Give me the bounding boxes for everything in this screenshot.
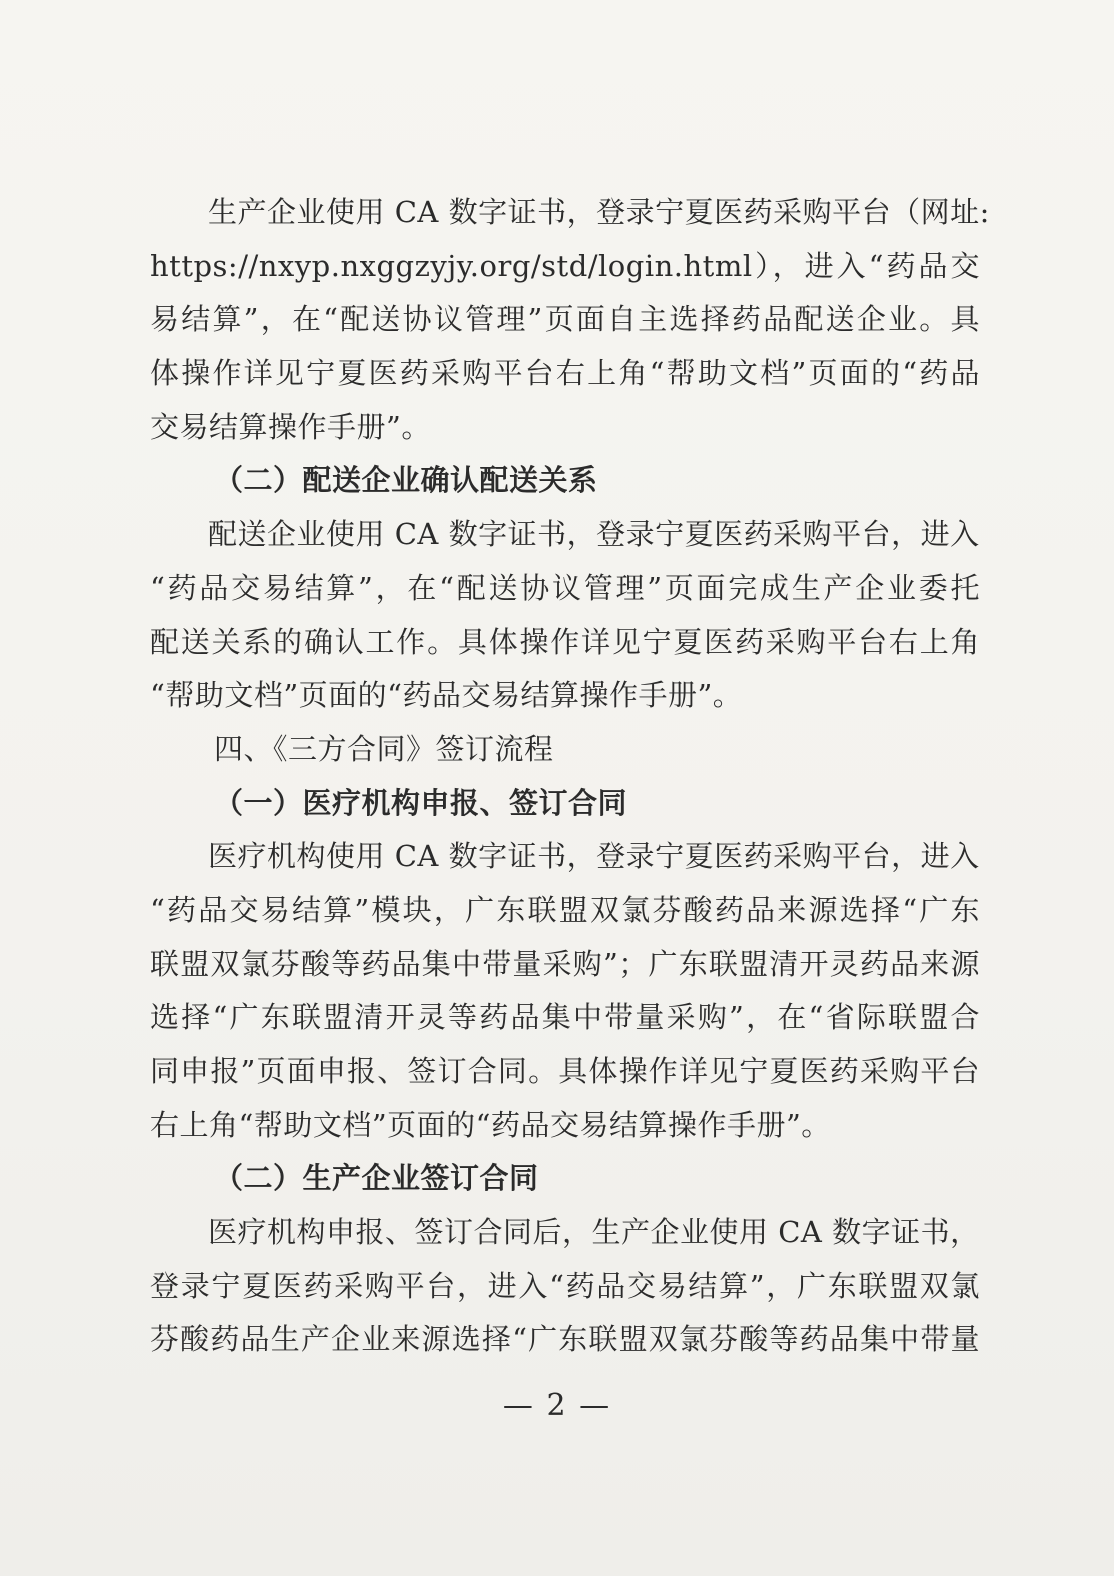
- paragraph-line: “药品交易结算”模块，广东联盟双氯芬酸药品来源选择“广东: [150, 892, 980, 927]
- paragraph-line: 选择“广东联盟清开灵等药品集中带量采购”，在“省际联盟合: [150, 1000, 980, 1035]
- paragraph-line: 生产企业使用 CA 数字证书，登录宁夏医药采购平台（网址:: [208, 195, 990, 229]
- paragraph-line: 右上角“帮助文档”页面的“药品交易结算操作手册”。: [150, 1107, 831, 1142]
- section-heading: （二）配送企业确认配送关系: [214, 463, 598, 498]
- paragraph-line: 易结算”，在“配送协议管理”页面自主选择药品配送企业。具: [150, 302, 980, 337]
- paragraph-line: 医疗机构申报、签订合同后，生产企业使用 CA 数字证书，: [208, 1215, 980, 1250]
- paragraph-line: 芬酸药品生产企业来源选择“广东联盟双氯芬酸等药品集中带量: [150, 1322, 980, 1357]
- paragraph-line: “药品交易结算”，在“配送协议管理”页面完成生产企业委托: [150, 570, 980, 605]
- paragraph-line: 体操作详见宁夏医药采购平台右上角“帮助文档”页面的“药品: [150, 356, 980, 391]
- paragraph-line: 联盟双氯芬酸等药品集中带量采购”；广东联盟清开灵药品来源: [150, 946, 980, 981]
- paragraph-line: https://nxyp.nxggzyjy.org/std/login.html），进入“药品交: [150, 248, 980, 283]
- chapter-heading: 四、《三方合同》签订流程: [214, 731, 554, 766]
- paragraph-line: 交易结算操作手册”。: [150, 409, 431, 444]
- section-heading: （二）生产企业签订合同: [214, 1161, 539, 1196]
- paragraph-line: “帮助文档”页面的“药品交易结算操作手册”。: [150, 678, 743, 713]
- paragraph-line: 登录宁夏医药采购平台，进入“药品交易结算”，广东联盟双氯: [150, 1268, 980, 1303]
- body-text: [150, 186, 990, 1367]
- paragraph-line: 配送关系的确认工作。具体操作详见宁夏医药采购平台右上角: [150, 624, 980, 659]
- paragraph-line: 同申报”页面申报、签订合同。具体操作详见宁夏医药采购平台: [150, 1054, 980, 1088]
- page-number: — 2 —: [502, 1388, 612, 1423]
- paragraph-line: 医疗机构使用 CA 数字证书，登录宁夏医药采购平台，进入: [208, 839, 980, 874]
- paragraph-line: 配送企业使用 CA 数字证书，登录宁夏医药采购平台，进入: [208, 517, 980, 552]
- section-heading: （一）医疗机构申报、签订合同: [214, 785, 628, 820]
